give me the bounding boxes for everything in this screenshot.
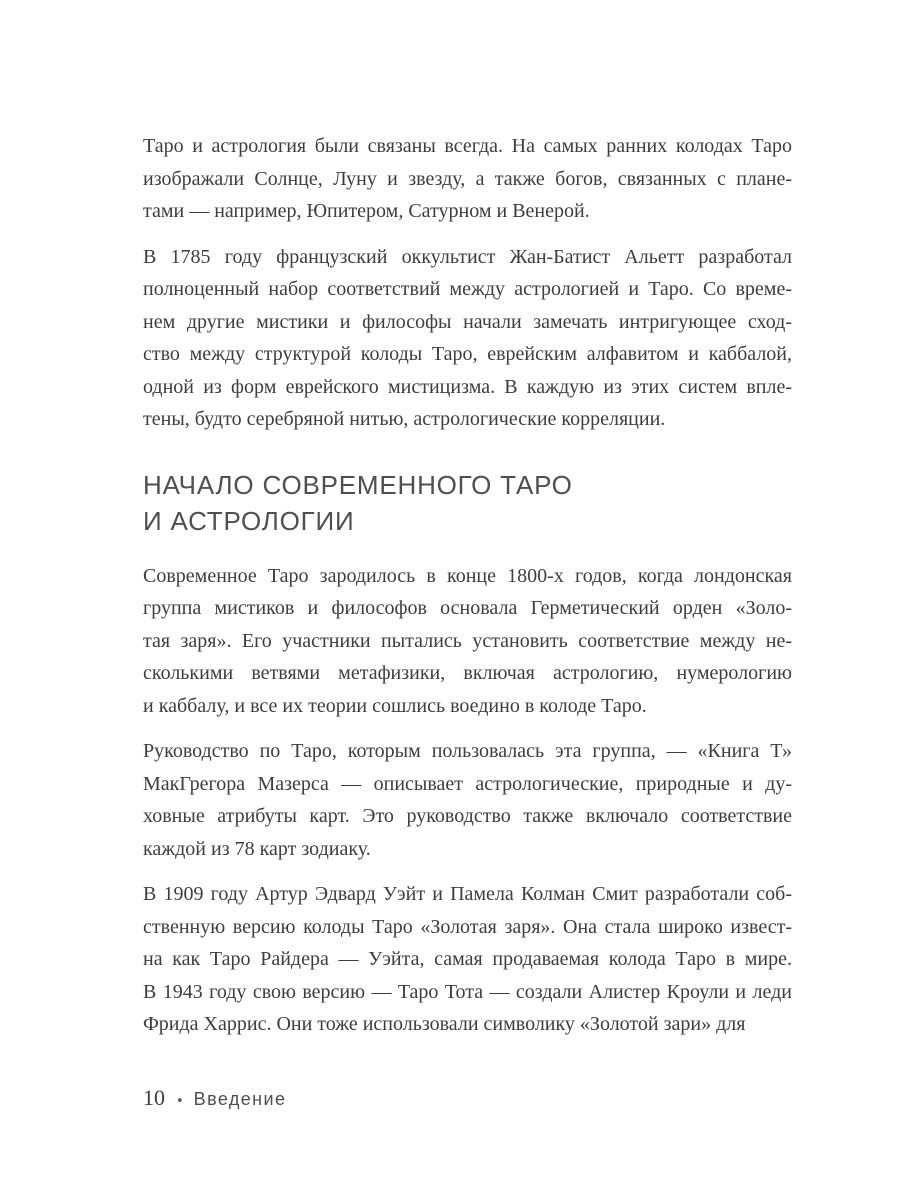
text-line: тами — например, Юпитером, Сатурном и Венерой. [143, 200, 590, 222]
text-line: МакГрегора Мазерса — описывает астрологические, природные и ду- [143, 772, 792, 795]
text-line: на как Таро Райдера — Уэйта, самая продаваемая колода Таро в мире. [143, 948, 792, 970]
text-line: одной из форм еврейского мистицизма. В каждую из этих систем впле- [143, 375, 792, 398]
paragraph-golden-dawn [143, 560, 792, 723]
text-line: тены, будто серебряной нитью, астрологические корреляции. [143, 408, 666, 430]
paragraph-1785-alliette [143, 241, 792, 436]
page-number: 10 [143, 1085, 165, 1110]
paragraph-intro-tarot-astrology [143, 130, 792, 228]
text-line: сколькими ветвями метафизики, включая астрологию, нумерологию [143, 662, 792, 684]
paragraph-1909-waite-smith [143, 878, 792, 1041]
text-line: НАЧАЛО СОВРЕМЕННОГО ТАРО [143, 469, 573, 500]
text-line: Таро и астрология были связаны всегда. На самых ранних колодах Таро [143, 135, 792, 157]
text-line: Фрида Харрис. Они тоже использовали символику «Золотой зари» для [143, 1013, 746, 1035]
text-line: изображали Солнце, Луну и звезду, а также богов, связанных с плане- [143, 167, 792, 190]
text-line: полноценный набор соответствий между астрологией и Таро. Со време- [143, 278, 792, 300]
text-line: ственную версию колоды Таро «Золотая заря». Она стала широко извест- [143, 915, 792, 938]
text-line: И АСТРОЛОГИИ [143, 505, 355, 536]
text-line: и каббалу, и все их теории сошлись воедино в колоде Таро. [143, 694, 647, 717]
text-line: В 1785 году французский оккультист Жан-Батист Альетт разработал [143, 245, 792, 268]
text-line: группа мистиков и философов основала Герметический орден «Золо- [143, 597, 792, 619]
text-line: ство между структурой колоды Таро, еврейским алфавитом и каббалой, [143, 343, 792, 365]
footer-separator-dot: • [176, 1094, 184, 1109]
text-line: Современное Таро зародилось в конце 1800-х годов, когда лондонская [143, 564, 792, 587]
text-line: нем другие мистики и философы начали замечать интригующее сход- [143, 310, 792, 333]
text-line: ховные атрибуты карт. Это руководство также включало соответствие [143, 805, 792, 827]
page-footer [143, 1085, 286, 1111]
text-line: Руководство по Таро, которым пользовалась эта группа, — «Книга Т» [143, 740, 792, 762]
footer-section-label: Введение [193, 1089, 287, 1109]
text-line: тая заря». Его участники пытались установить соответствие между не- [143, 629, 792, 652]
paragraph-book-t [143, 735, 792, 865]
section-heading [143, 467, 792, 539]
text-line: В 1909 году Артур Эдвард Уэйт и Памела Колман Смит разработали соб- [143, 883, 792, 905]
text-line: В 1943 году свою версию — Таро Тота — создали Алистер Кроули и леди [143, 980, 792, 1003]
text-line: каждой из 78 карт зодиаку. [143, 837, 371, 860]
page-content [143, 130, 792, 1054]
